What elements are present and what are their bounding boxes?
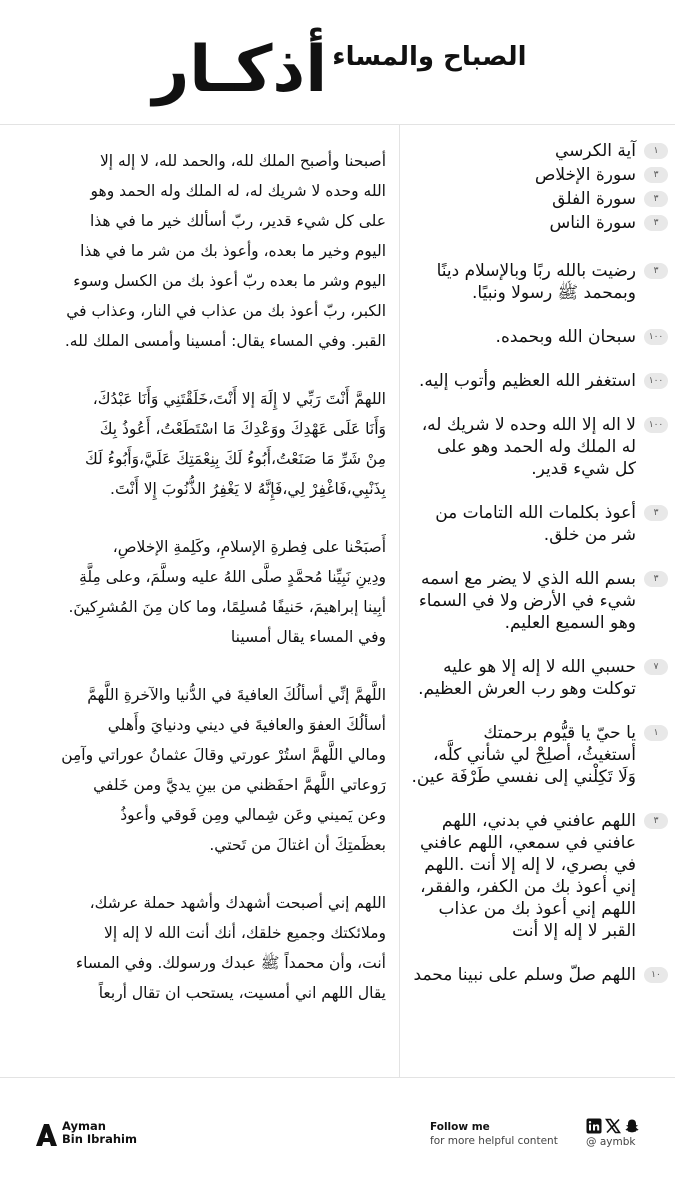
title-sub: الصباح والمساء — [332, 42, 527, 72]
list-item — [400, 260, 668, 304]
count-badge: ٣ — [644, 191, 668, 207]
x-icon[interactable] — [605, 1118, 621, 1134]
count-badge: ٣ — [644, 167, 668, 183]
list-item — [400, 656, 668, 700]
count-badge: ٣ — [644, 505, 668, 521]
dhikr-paragraph: أصبحنا وأصبح الملك لله، والحمد لله، لا إله إلا الله وحده لا شريك له، له الملك وله الحمد وهو على كل شيء قدير، ربّ أسألك خير ما في هذا اليوم وخير ما بعده، وأعوذ بك من شر ما في هذا اليوم وشر ما بعده ربّ أعوذ بك من الكسل وسوء الكبر، ربّ أعوذ بك من عذاب في النار، وعذاب في القبر. وفي المساء يقال: أمسينا وأمسى الملك لله. — [64, 152, 386, 350]
dhikr-text: رضيت بالله ربًا وبالإسلام دينًا وبمحمد ﷺ رسولا ونبيًا. — [436, 261, 636, 303]
follow-block — [430, 1120, 558, 1148]
count-badge: ٣ — [644, 571, 668, 587]
dhikr-text: أعوذ بكلمات الله التامات من شر من خلق. — [435, 503, 636, 545]
page-title — [0, 28, 675, 112]
list-item — [400, 326, 668, 348]
top-divider — [0, 124, 675, 125]
list-item — [400, 414, 668, 480]
dhikr-text: اللهم صلّ وسلم على نبينا محمد — [413, 965, 636, 985]
list-item — [400, 810, 668, 942]
title-main: أذكـار — [152, 33, 328, 107]
count-badge: ٣ — [644, 215, 668, 231]
count-badge: ١ — [644, 725, 668, 741]
dhikr-text: سورة الإخلاص — [534, 165, 636, 185]
dhikr-text: اللهم عافني في بدني، اللهم عافني في سمعي، اللهم عافني في بصري، لا إله إلا أنت .اللهم إني أعوذ بك من الكفر، والفقر، اللهم إني أعوذ بك من عذاب القبر لا إله إلا أنت — [419, 811, 636, 941]
author-first: Ayman — [62, 1119, 106, 1133]
count-badge: ١٠٠ — [644, 329, 668, 345]
dhikr-text: يا حيّ يا قيُّوم برحمتك أستغيثُ، أصلِحْ لي شأني كلَّه، وَلَا تَكِلْني إلى نفسي طَرْفَة عين. — [411, 723, 636, 787]
list-item — [400, 502, 668, 546]
dhikr-paragraph: اللهم إني أصبحت أشهدك وأشهد حملة عرشك، وملائكتك وجميع خلقك، أنك أنت الله لا إله إلا أنت، وأن محمداً ﷺ عبدك ورسولك. وفي المساء يقال اللهم اني أمسيت، يستحب ان تقال أربعاً — [75, 894, 386, 1002]
dhikr-text: لا اله إلا الله وحده لا شريك له، له الملك وله الحمد وهو على كل شيء قدير. — [421, 415, 636, 479]
snapchat-icon[interactable] — [624, 1118, 640, 1134]
social-block — [586, 1118, 646, 1148]
social-handle: @ aymbk — [586, 1136, 636, 1148]
dhikr-paragraph: اللهمَّ أَنْتَ رَبِّي لا إِلَهَ إلا أَنْتَ،خَلَقْتَنِي وَأَنَا عَبْدُكَ، وَأَنَا عَلَى عَهْدِكَ ووَعْدِكَ مَا اسْتَطَعْتُ، أَعُوذُ بِكَ مِنْ شَرِّ مَا صَنَعْتُ،أَبُوءُ لَكَ بِنِعْمَتِكَ عَلَيَّ،وَأَبُوءُ لَكَ بِذَنْبِي،فَاغْفِرْ لِي،فَإِنَّهُ لا يَغْفِرُ الذُّنُوبَ إِلا أَنْتَ. — [84, 390, 386, 498]
follow-title: Follow me — [430, 1121, 490, 1133]
dhikr-paragraph: اللَّهمَّ إنِّي أسألُكَ العافيةَ في الدُّنيا والآخرةِ اللَّهمَّ أسألُكَ العفوَ والعافيةَ في ديني ودنيايَ وأَهلي ومالي اللَّهمَّ استُرْ عورتي وقالَ عثمانُ عوراتي وآمِن رَوعاتي اللَّهمَّ احفَظني من بينِ يديَّ ومن خَلفي وعن يَميني وعَن شِمالي ومِن فَوقي وأعوذُ بعظَمتِكَ أن اغتالَ من تَحتي. — [61, 686, 386, 854]
list-item — [400, 212, 668, 234]
list-item — [400, 964, 668, 986]
count-badge: ١٠ — [644, 967, 668, 983]
dhikr-text: سبحان الله وبحمده. — [495, 327, 636, 347]
dhikr-paragraph: أَصبَحْنا على فِطرةِ الإسلامِ، وكَلِمةِ الإخلاصِ، ودِينِ نَبِيِّنا مُحمَّدٍ صلَّى اللهُ عليه وسلَّمَ، وعلى مِلَّةِ أبِينا إبراهيمَ، حَنيفًا مُسلِمًا، وما كان مِنَ المُشرِكينَ. وفي المساء يقال أمسينا — [68, 538, 386, 646]
author-last: Bin Ibrahim — [62, 1132, 137, 1146]
follow-subtitle: for more helpful content — [430, 1135, 558, 1147]
logo-icon — [34, 1122, 58, 1148]
dhikr-text: آية الكرسي — [554, 141, 636, 161]
list-item — [400, 140, 668, 162]
short-adhkar-list — [400, 140, 668, 1070]
dhikr-text: استغفر الله العظيم وأتوب إليه. — [418, 371, 636, 391]
dhikr-text: سورة الناس — [549, 213, 636, 233]
count-badge: ٧ — [644, 659, 668, 675]
dhikr-text: سورة الفلق — [552, 189, 636, 209]
dhikr-text: بسم الله الذي لا يضر مع اسمه شيء في الأرض ولا في السماء وهو السميع العليم. — [418, 569, 636, 633]
list-item — [400, 568, 668, 634]
linkedin-icon[interactable] — [586, 1118, 602, 1134]
count-badge: ١ — [644, 143, 668, 159]
dhikr-text: حسبي الله لا إله إلا هو عليه توكلت وهو رب العرش العظيم. — [418, 657, 636, 699]
count-badge: ٣ — [644, 813, 668, 829]
long-adhkar-column — [34, 146, 386, 1066]
bottom-divider — [0, 1077, 675, 1078]
list-item — [400, 722, 668, 788]
list-item — [400, 188, 668, 210]
count-badge: ١٠٠ — [644, 373, 668, 389]
author-name — [62, 1120, 137, 1146]
list-item — [400, 370, 668, 392]
list-item — [400, 164, 668, 186]
count-badge: ١٠٠ — [644, 417, 668, 433]
count-badge: ٣ — [644, 263, 668, 279]
